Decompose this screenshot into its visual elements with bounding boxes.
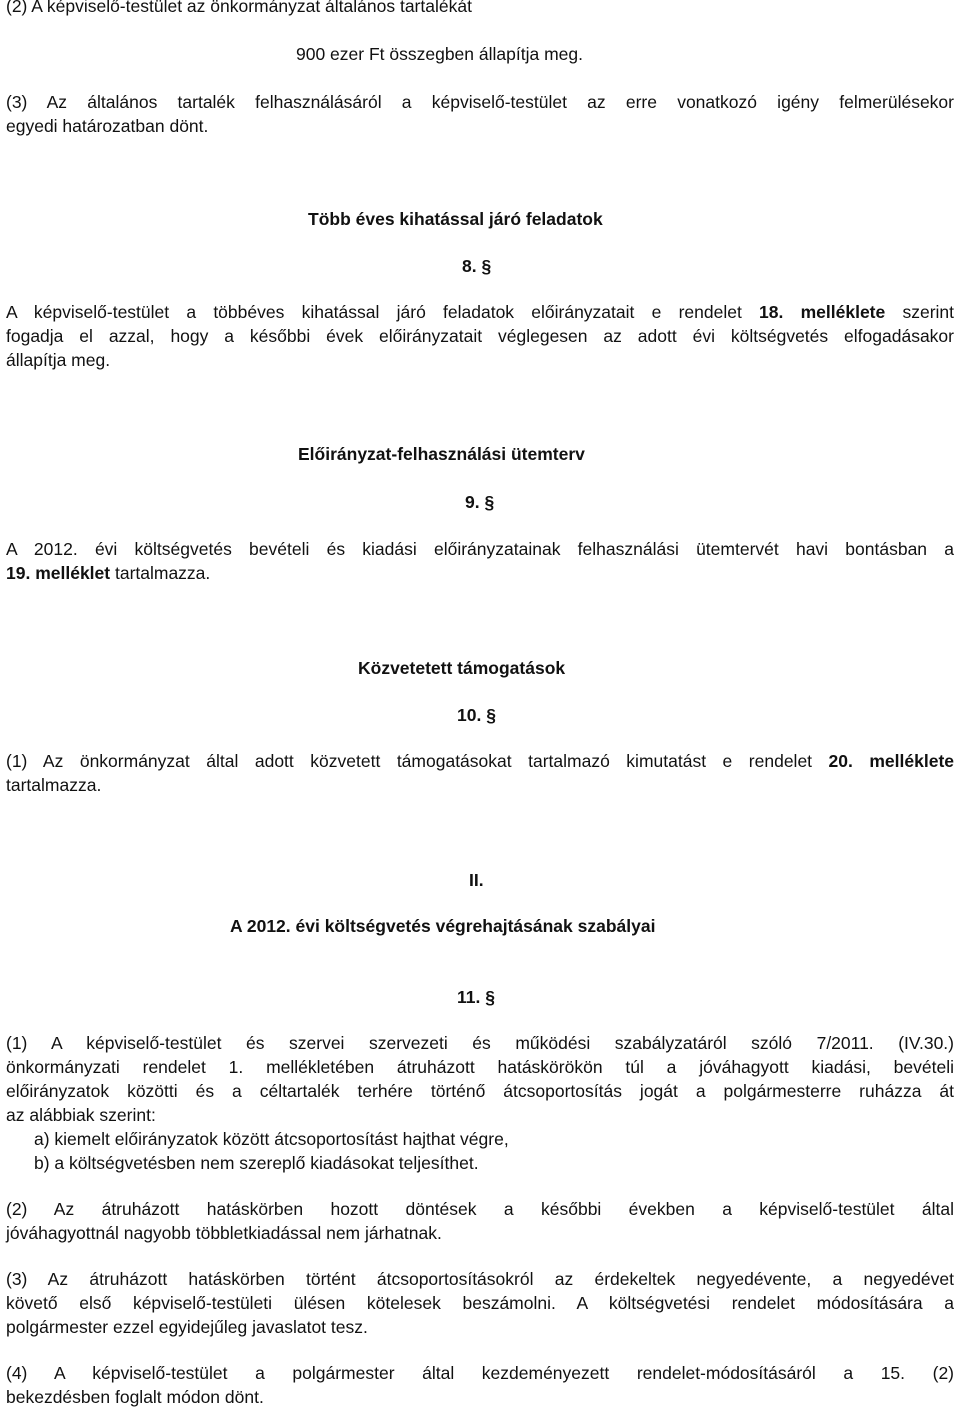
section-11-p1-line-4: az alábbiak szerint: — [6, 1105, 156, 1125]
section-10-line-2: tartalmazza. — [6, 775, 102, 795]
section-11-p2-line-2: jóváhagyottnál nagyobb többletkiadással nem járhatnak. — [6, 1223, 442, 1243]
list-item-a: a) kiemelt előirányzatok között átcsoportosítást hajthat végre, — [34, 1129, 509, 1149]
section-9-number: 9. § — [465, 492, 495, 512]
paragraph-3-line-2: egyedi határozatban dönt. — [6, 116, 209, 136]
section-8-line-1 — [6, 302, 954, 322]
section-8-line-2: fogadja el azzal, hogy a későbbi évek előirányzatait véglegesen az adott évi költségvetés elfogadásakor — [6, 326, 954, 346]
section-11-p3-line-2: követő első képviselő-testületi ülésen kötelesek beszámolni. A költségvetési rendelet módosítására a — [6, 1293, 954, 1313]
section-11-p3-line-3: polgármester ezzel egyidejűleg javaslatot tesz. — [6, 1317, 368, 1337]
section-8-line-1-tail: szerint — [885, 302, 955, 322]
section-8-line-3: állapítja meg. — [6, 350, 111, 370]
section-9-line-2 — [6, 563, 210, 583]
section-11-p1-line-3: előirányzatok közötti és a céltartalék terhére történő átcsoportosítás jogát a polgármesterre ruházza át — [6, 1081, 954, 1101]
paragraph-2-line-2: 900 ezer Ft összegben állapítja meg. — [296, 44, 583, 64]
annex-20-reference: 20. melléklete — [828, 751, 955, 771]
section-9-line-2-tail: tartalmazza. — [110, 563, 211, 583]
section-8-number: 8. § — [462, 256, 492, 276]
chapter-title: A 2012. évi költségvetés végrehajtásának szabályai — [230, 916, 656, 936]
annex-19-reference: 19. melléklet — [6, 563, 111, 583]
paragraph-3-line-1: (3) Az általános tartalék felhasználásáról a képviselő-testület az erre vonatkozó igény felmerülésekor — [6, 92, 954, 112]
section-11-p1-line-2: önkormányzati rendelet 1. mellékletében átruházott hatáskörökön túl a jóváhagyott kiadási, bevételi — [6, 1057, 954, 1077]
section-10-line-1-text: (1) Az önkormányzat által adott közvetett támogatásokat tartalmazó kimutatást e rendelet — [6, 751, 829, 771]
section-11-p1-line-1: (1) A képviselő-testület és szervei szervezeti és működési szabályzatáról szóló 7/2011. (IV.30.) — [6, 1033, 954, 1053]
section-8-line-1-text: A képviselő-testület a többéves kihatással járó feladatok előirányzatait e rendelet — [6, 302, 760, 322]
paragraph-2-line-1: (2) A képviselő-testület az önkormányzat általános tartalékát — [6, 0, 472, 16]
section-11-number: 11. § — [457, 987, 495, 1007]
section-10-number: 10. § — [457, 705, 496, 725]
list-item-b: b) a költségvetésben nem szereplő kiadásokat teljesíthet. — [34, 1153, 479, 1173]
section-10-heading: Közvetetett támogatások — [358, 658, 566, 678]
section-11-p3-line-1: (3) Az átruházott hatáskörben történt átcsoportosításokról az érdekeltek negyedévente, a negyedévet — [6, 1269, 954, 1289]
section-11-p2-line-1: (2) Az átruházott hatáskörben hozott döntések a későbbi években a képviselő-testület által — [6, 1199, 954, 1219]
section-9-line-1: A 2012. évi költségvetés bevételi és kiadási előirányzatainak felhasználási ütemtervét havi bontásban a — [6, 539, 954, 559]
section-8-heading: Több éves kihatással járó feladatok — [308, 209, 603, 229]
section-9-heading: Előirányzat-felhasználási ütemterv — [298, 444, 585, 464]
chapter-numeral: II. — [469, 870, 484, 890]
section-11-p4-line-1: (4) A képviselő-testület a polgármester által kezdeményezett rendelet-módosításáról a 15. (2) — [6, 1363, 954, 1383]
annex-18-reference: 18. melléklete — [759, 302, 886, 322]
section-10-line-1 — [6, 751, 954, 771]
section-11-p4-line-2: bekezdésben foglalt módon dönt. — [6, 1387, 264, 1407]
